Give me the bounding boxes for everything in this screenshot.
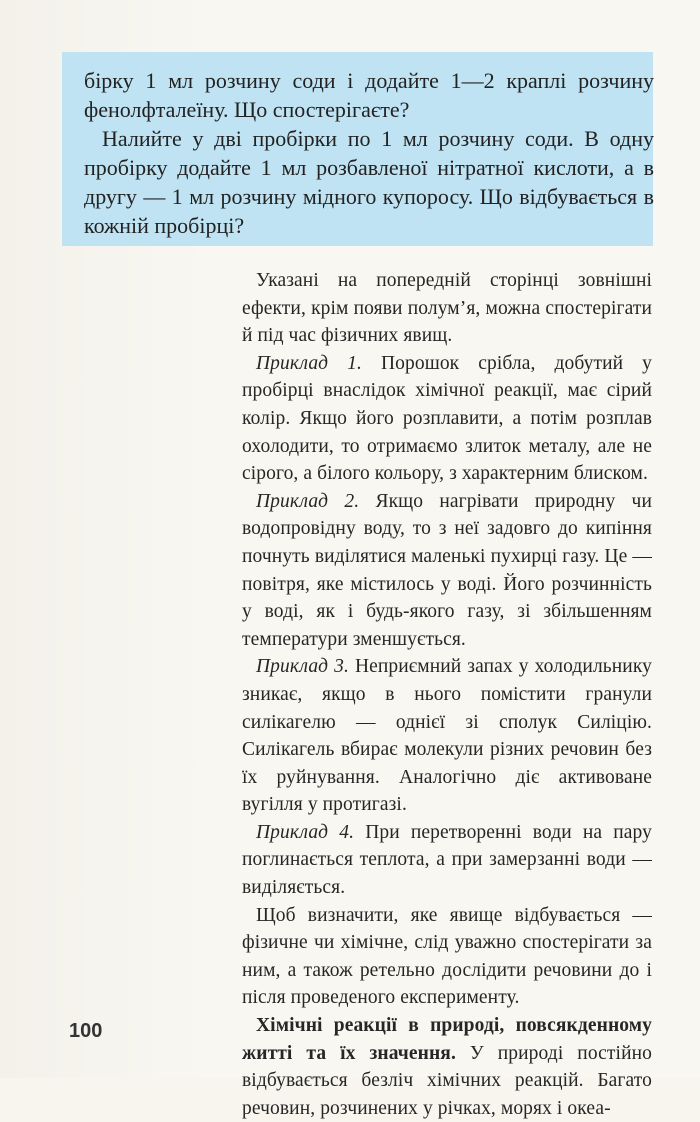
paragraph-determine: Щоб визначити, яке явище відбувається — фізичне чи хімічне, слід уважно спостерігати за ним, а також ретельно дослідити речовини до і після проведеного експерименту. — [242, 904, 652, 1009]
page-number: 100 — [69, 1020, 103, 1042]
main-text-column — [242, 267, 652, 1122]
paragraph-example-3 — [242, 653, 652, 819]
example-1-label: Приклад 1. — [256, 352, 362, 374]
example-2-text: Якщо нагрівати природну чи водопровідну воду, то з неї задовго до кипіння почнуть виділятися маленькі пухирці газу. Це — повітря, яке містилось у воді. Його розчинність у воді, як і будь-якого газу, зі збільшенням температури зменшується. — [242, 490, 653, 650]
chemical-reactions-text: У природі постійно відбувається безліч хімічних реакцій. Багато речовин, розчинених у річках, морях і океа- — [242, 1042, 652, 1119]
example-3-label: Приклад 3. — [256, 656, 349, 678]
example-4-label: Приклад 4. — [256, 821, 355, 843]
task-text-second: Налийте у дві пробірки по 1 мл розчину соди. В одну пробірку додайте 1 мл розбавленої нітратної кислоти, а в другу — 1 мл розчину мідного купоросу. Що відбувається в кожній пробірці? — [84, 126, 654, 238]
paragraph-chemical-reactions — [242, 1012, 652, 1122]
paragraph-intro: Указані на попередній сторінці зовнішні ефекти, крім появи полум’я, можна спостерігати й під час фізичних явищ. — [242, 270, 652, 347]
paragraph-example-1 — [242, 350, 652, 488]
paragraph-example-2 — [242, 488, 652, 654]
experiment-task-box — [62, 52, 653, 246]
example-4-text: При перетворенні води на пару поглинається теплота, а при замерзанні води — виділяється. — [242, 821, 652, 899]
task-text-continuation: бірку 1 мл розчину соди і додайте 1—2 краплі розчину фенолфталеїну. Що спостерігаєте? — [84, 68, 654, 122]
paragraph-example-4 — [242, 819, 652, 902]
example-3-text: Неприємний запах у холодильнику зникає, якщо в нього помістити гранули силікагелю — однієї зі сполук Силіцію. Силікагель вбирає молекули різних речовин без їх руйнування. Аналогічно діє активоване вугілля у протигазі. — [242, 656, 652, 816]
section-heading-inline: Хімічні реакції в природі, повсякденному житті та їх значення. — [242, 1015, 652, 1064]
example-2-label: Приклад 2. — [256, 490, 360, 512]
example-1-text: Порошок срібла, добутий у пробірці внаслідок хімічної реакції, має сірий колір. Якщо його розплавити, а потім розплав охолодити, то отримаємо злиток металу, але не сірого, а білого кольору, з характерним блиском. — [242, 352, 653, 485]
